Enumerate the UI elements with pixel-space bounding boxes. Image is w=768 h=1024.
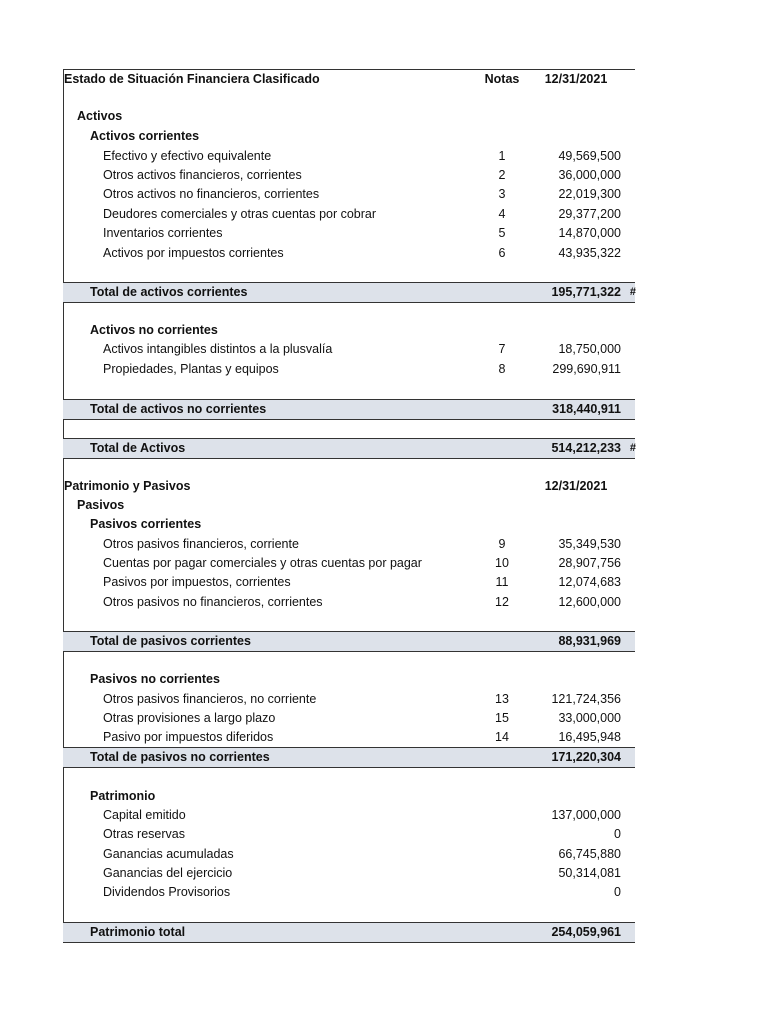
table-row [63, 593, 635, 612]
line-label: Deudores comerciales y otras cuentas por cobrar [103, 207, 377, 221]
table-row [63, 554, 635, 573]
line-note: 5 [498, 226, 506, 240]
line-value: 28,907,756 [558, 556, 621, 570]
line-label: Otros activos financieros, corrientes [103, 168, 302, 182]
line-value: 66,745,880 [558, 847, 621, 861]
line-label: Otros pasivos financieros, no corriente [103, 692, 317, 706]
line-label: Otros pasivos no financieros, corrientes [103, 595, 323, 609]
line-note: 15 [495, 711, 509, 725]
total-label: Total de activos corrientes [90, 285, 248, 299]
table-row [63, 166, 635, 185]
line-note: 1 [498, 149, 506, 163]
table-row [63, 806, 635, 825]
line-value: 50,314,081 [558, 866, 621, 880]
overflow-marker: # [629, 442, 636, 454]
total-label: Total de pasivos corrientes [90, 634, 251, 648]
total-value: 195,771,322 [551, 285, 621, 299]
table-row [63, 340, 635, 359]
line-value: 16,495,948 [558, 730, 621, 744]
equity-liabilities-header [63, 477, 635, 496]
line-note: 9 [498, 537, 506, 551]
total-assets-row [63, 438, 635, 459]
line-label: Otras provisiones a largo plazo [103, 711, 276, 725]
line-label: Ganancias del ejercicio [103, 866, 233, 880]
table-row [63, 573, 635, 592]
line-label: Inventarios corrientes [103, 226, 223, 240]
total-noncurrent-assets-row [63, 399, 635, 420]
total-current-assets-row [63, 282, 635, 303]
line-label: Dividendos Provisorios [103, 885, 231, 899]
line-note: 13 [495, 692, 509, 706]
line-label: Efectivo y efectivo equivalente [103, 149, 272, 163]
header-row [63, 69, 635, 89]
table-row [63, 883, 635, 902]
line-note: 12 [495, 595, 509, 609]
line-value: 0 [614, 827, 621, 841]
line-note: 7 [498, 342, 506, 356]
line-note: 4 [498, 207, 506, 221]
total-equity-row [63, 922, 635, 943]
total-label: Total de pasivos no corrientes [90, 750, 270, 764]
total-value: 254,059,961 [551, 925, 621, 939]
table-row [63, 535, 635, 554]
total-value: 88,931,969 [558, 634, 621, 648]
line-note: 8 [498, 362, 506, 376]
line-note: 2 [498, 168, 506, 182]
line-label: Capital emitido [103, 808, 186, 822]
line-value: 14,870,000 [558, 226, 621, 240]
line-value: 12,600,000 [558, 595, 621, 609]
table-row [63, 205, 635, 224]
liabilities-title: Pasivos [77, 498, 125, 512]
line-label: Cuentas por pagar comerciales y otras cuentas por pagar [103, 556, 422, 570]
line-label: Activos intangibles distintos a la plusvalía [103, 342, 333, 356]
line-label: Propiedades, Plantas y equipos [103, 362, 279, 376]
line-label: Otras reservas [103, 827, 185, 841]
table-row [63, 690, 635, 709]
line-label: Pasivo por impuestos diferidos [103, 730, 274, 744]
line-note: 14 [495, 730, 509, 744]
table-row [63, 360, 635, 379]
line-note: 3 [498, 187, 506, 201]
line-value: 33,000,000 [558, 711, 621, 725]
table-row [63, 709, 635, 728]
total-value: 318,440,911 [552, 402, 621, 416]
line-value: 18,750,000 [558, 342, 621, 356]
total-label: Patrimonio total [90, 925, 186, 939]
line-label: Otros activos no financieros, corrientes [103, 187, 320, 201]
line-label: Otros pasivos financieros, corriente [103, 537, 299, 551]
notes-header: Notas [484, 72, 520, 86]
line-value: 0 [614, 885, 621, 899]
line-label: Pasivos por impuestos, corrientes [103, 575, 291, 589]
line-value: 121,724,356 [551, 692, 621, 706]
line-value: 35,349,530 [558, 537, 621, 551]
equity-title: Patrimonio [90, 789, 156, 803]
line-value: 299,690,911 [552, 362, 621, 376]
table-row [63, 864, 635, 883]
table-row [63, 825, 635, 844]
line-note: 6 [498, 246, 506, 260]
date-header: 12/31/2021 [544, 72, 608, 86]
line-note: 10 [495, 556, 509, 570]
line-note: 11 [495, 575, 509, 589]
line-label: Activos por impuestos corrientes [103, 246, 284, 260]
total-value: 171,220,304 [551, 750, 621, 764]
current-assets-title: Activos corrientes [90, 129, 200, 143]
line-value: 36,000,000 [558, 168, 621, 182]
total-noncurrent-liabilities-row [63, 747, 635, 768]
line-value: 29,377,200 [558, 207, 621, 221]
overflow-marker: # [629, 286, 636, 298]
total-value: 514,212,233 [551, 441, 621, 455]
line-value: 43,935,322 [558, 246, 621, 260]
statement-title: Estado de Situación Financiera Clasificado [64, 72, 320, 86]
total-label: Total de Activos [90, 441, 186, 455]
line-value: 137,000,000 [551, 808, 621, 822]
table-row [63, 244, 635, 263]
table-row [63, 224, 635, 243]
table-row [63, 845, 635, 864]
table-row [63, 147, 635, 166]
line-value: 12,074,683 [558, 575, 621, 589]
line-value: 22,019,300 [558, 187, 621, 201]
line-label: Ganancias acumuladas [103, 847, 234, 861]
current-liabilities-title: Pasivos corrientes [90, 517, 202, 531]
table-row [63, 185, 635, 204]
assets-section-title: Activos [77, 109, 123, 123]
total-current-liabilities-row [63, 631, 635, 652]
date-header: 12/31/2021 [544, 479, 608, 493]
table-row [63, 728, 635, 747]
noncurrent-liabilities-title: Pasivos no corrientes [90, 672, 220, 686]
total-label: Total de activos no corrientes [90, 402, 267, 416]
noncurrent-assets-title: Activos no corrientes [90, 323, 218, 337]
section-title: Patrimonio y Pasivos [64, 479, 191, 493]
line-value: 49,569,500 [558, 149, 621, 163]
